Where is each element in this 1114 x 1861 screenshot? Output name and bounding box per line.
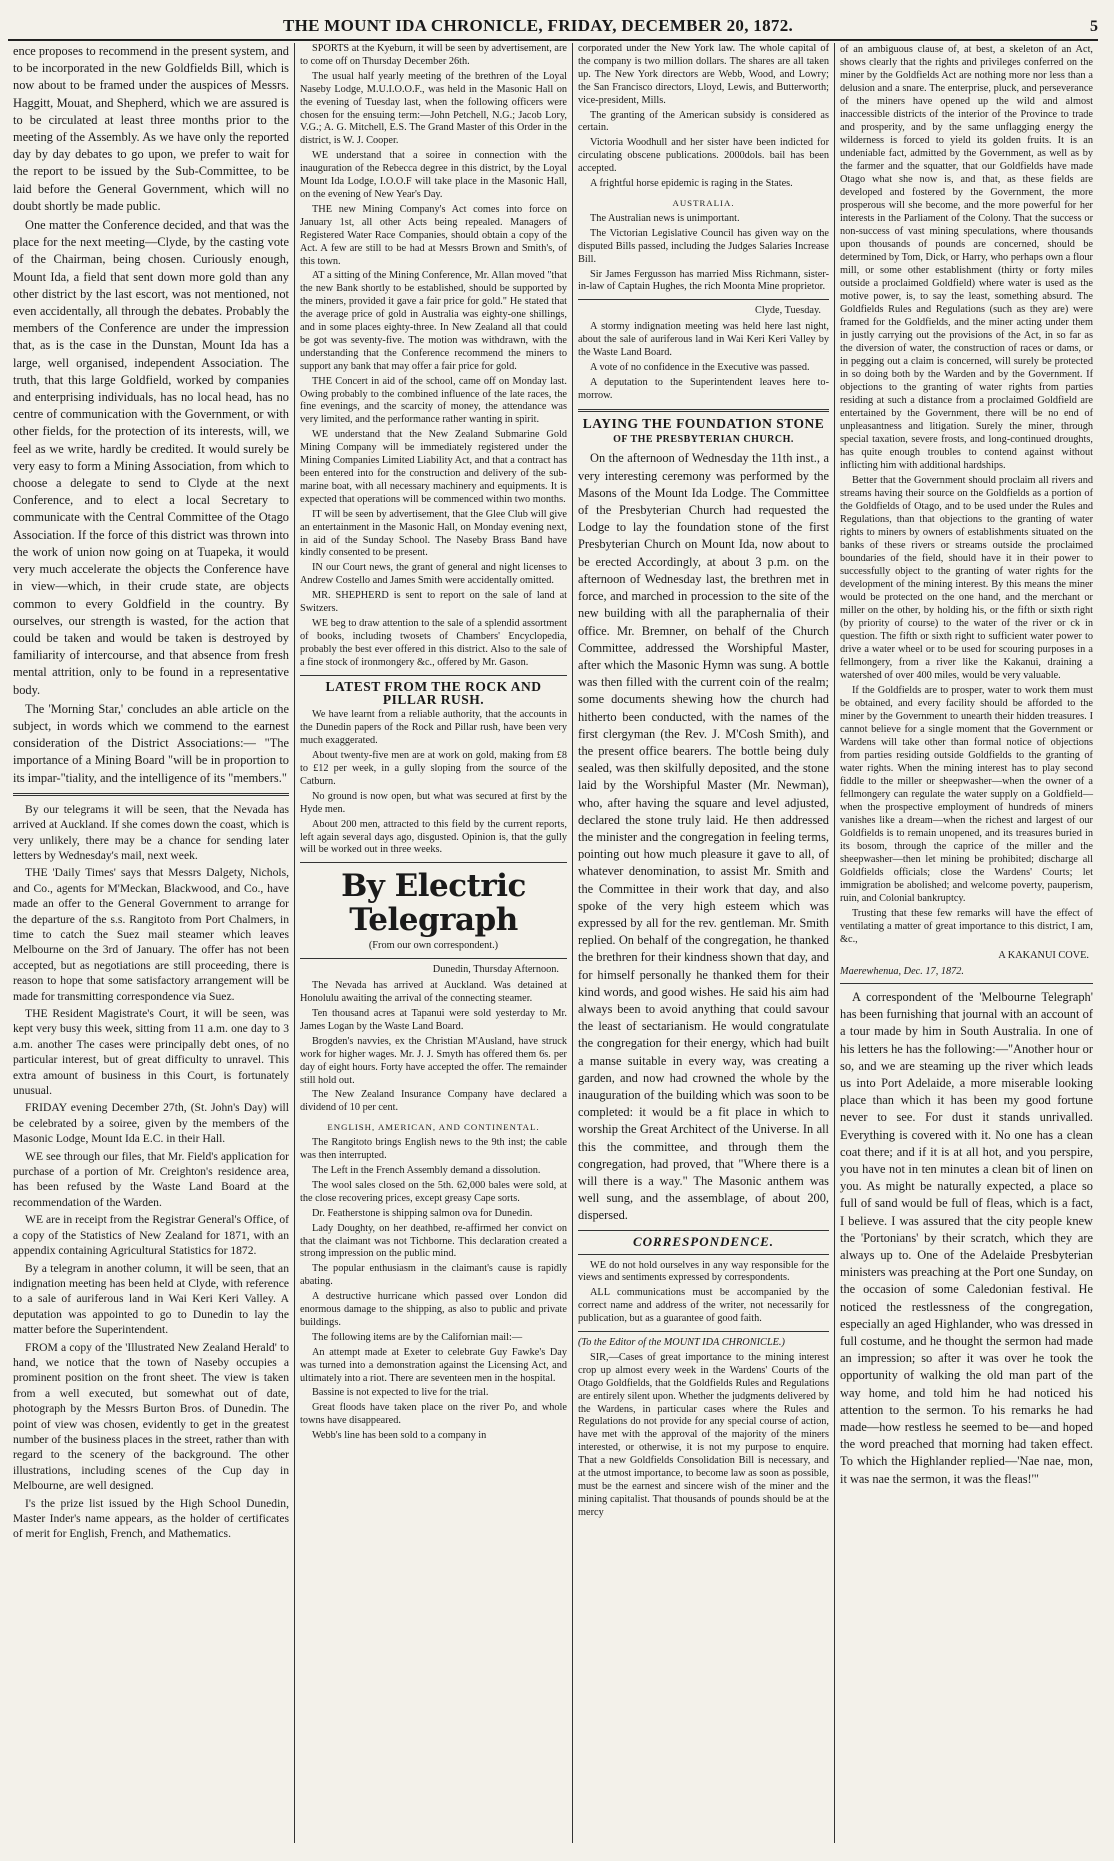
correspondence-heading: CORRESPONDENCE. (632, 1233, 775, 1249)
telegraph-item: A frightful horse epidemic is raging in the States. (590, 178, 793, 190)
news-item: By a telegram in another column, it will be seen, that an indignation meeting has been held at Clyde, with reference to a sale of auriferous land in Wai Keri Keri Valley. A deputation was appointed to go to Dunedin to lay the matter before the Superintendent. (13, 1261, 289, 1337)
rush-paragraph: About twenty-five men are at work on gold, making from £8 to £12 per week, in a gully sloping from the source of the Catburn. (300, 750, 567, 787)
letter-paragraph: Better that the Government should proclaim all rivers and streams having their source on the Goldfields as a portion of the Goldfields of Otago, and to be used under the Rules and Regulations, than that objections to the granting of water rights to miners by owners of establishments situated on the banks of these rivers or streams outside the proclaimed boundaries of the field, should have it in their power to successfully object to the granting of water rights for the development of the mining interest. By this means the miner would be protected on the one hand, and the merchant or miller on the other, by holding his, or the fifth or sixth right (by priority of course) to the water of the river or ck in question. The fifth or sixth right to sufficient water power to drive a water wheel or to be used for scouring purposes in a fellmongery, from a river like the Kakanui, draining a watershed of over 400 miles, would be very valuable. (840, 475, 1093, 681)
article-paragraph: A correspondent of the 'Melbourne Telegraph' has been furnishing that journal with an account of a tour made by him in South Australia. In one of his letters he has the following:—"Another hour or so, and we are steaming up the river which leads us into Port Adelaide, a more miserable looking place than which it has been my good fortune never to see. For dust it stands unrivalled. Everything is covered with it. No one has a clean coat there; and if it is at all hot, and you perspire, you have not in ten minutes a clean bit of linen on you. As might be naturally expected, a place so full of sand would be full of fleas, which is a fact, I believe. I was assured that the city people knew the 'Portonians' by their scratch, which they are always up to. One of the Adelaide Presbyterian ministers was preaching at the Port one Sunday, on the occasion of some Caledonian festival. He noticed the restlessness of the congregation, especially an aged Highlander, who was dressed in full costume, and he thought the sermon had made an impression; so after it was over he took the opportunity of walking the old man part of the way home, and told him he had noticed his attention to the sermon. To his remarks he had made—how restless he seemed to be—and hoped the word preached that morning had taken effect. To which the Highlander replied—'Nae nae, mon, it was nae the sermon, it was the fleas!'" (840, 990, 1093, 1486)
news-item: IT will be seen by advertisement, that the Glee Club will give an entertainment in the Masonic Hall, on Monday evening next, in aid of the Sunday School. The Naseby Brass Band have kindly consented to be present. (300, 508, 567, 559)
news-item: THE new Mining Company's Act comes into force on January 1st, all other Acts being repealed. Managers of Registered Water Race Companies, should obtain a copy of the Act. A few are still to be had at Messrs Brown and Smith's, of this town. (300, 203, 567, 267)
section-divider (300, 675, 567, 676)
news-item: AT a sitting of the Mining Conference, Mr. Allan moved "that the new Bank shortly to be established, should be supported by the miners, provided it gave a fair price for gold." He stated that the average price of gold in Australia was eighty-one shillings, and in some places eighty-three. In New Zealand all that could be got was seventy-five. The motion was withdrawn, with the understanding that the Conference recommend the miners to support any bank that may offer a fair price for gold. (300, 270, 567, 372)
telegraph-item: The Victorian Legislative Council has given way on the disputed Bills passed, including the Judges Salaries Increase Bill. (578, 227, 829, 265)
telegraph-item: The wool sales closed on the 5th. 62,000 bales were sold, at the close recovering prices, except greasy Cape sorts. (300, 1179, 567, 1204)
news-item: WE are in receipt from the Registrar General's Office, of a copy of the Statistics of New Zealand for 1871, with an appendix containing Agricultural Statistics for 1872. (13, 1213, 289, 1258)
telegraph-item: Sir James Fergusson has married Miss Richmann, sister-in-law of Captain Hughes, the rich Moonta Mine proprietor. (578, 268, 829, 293)
rush-paragraph: About 200 men, attracted to this field by the current reports, left again several days ago, disgusted. Opinion is, that the gully will be worked out in three weeks. (300, 818, 567, 856)
news-item: The usual half yearly meeting of the brethren of the Loyal Naseby Lodge, M.U.I.O.O.F., was held in the Masonic Hall on the evening of Tuesday last, when the following officers were chosen for the ensuing term:—John Petchell, N.G.; Jacob Lory, V.G.; A. G. Mitchell, E.S. The Grand Master of this Order in the district, is W. J. Cooper. (300, 70, 567, 147)
column-2 (294, 43, 572, 1843)
international-heading: ENGLISH, AMERICAN, AND CONTINENTAL. (327, 1122, 540, 1133)
telegraph-item: The granting of the American subsidy is considered as certain. (578, 109, 829, 134)
telegraph-dateline: Dunedin, Thursday Afternoon. (432, 964, 559, 976)
telegraph-item: A deputation to the Superintendent leaves here to-morrow. (578, 376, 829, 401)
news-item: WE understand that the New Zealand Submarine Gold Mining Company will be immediately registered under the Mining Companies Limited Liability Act, and that a contract has been entered into for the construction and delivery of the sub-marine boat, with all necessary machinery and equipments. It is expected that operations will be commenced within two months. (300, 429, 567, 505)
foundation-stone-article (578, 450, 829, 1224)
adelaide-article (840, 989, 1093, 1488)
telegraph-item: The New Zealand Insurance Company have declared a dividend of 10 per cent. (300, 1089, 567, 1114)
news-item: FRIDAY evening December 27th, (St. John's Day) will be celebrated by a soiree, given by the members of the Masonic Lodge, Mount Ida E.C. in their Hall. (13, 1101, 289, 1146)
telegraph-item: corporated under the New York law. The whole capital of the company is two million dollars. The shares are all taken up. The New York directors are Webb, Wood, and Lowry; the San Francisco directors, Lloyd, Lewis, and Butterworth; vice-president, Mills. (578, 43, 829, 106)
australia-heading: AUSTRALIA. (672, 197, 735, 208)
telegraph-heading: By Electric Telegraph (341, 868, 526, 939)
letter-paragraph: Trusting that these few remarks will have the effect of ventilating a matter of great importance to this district, I am, &c., (840, 908, 1093, 945)
telegraph-item: A destructive hurricane which passed over London did enormous damage to the shipping, as also to public and private buildings. (300, 1291, 567, 1328)
leader-paragraph: The 'Morning Star,' concludes an able article on the subject, in words which we commend to the earnest consideration of the District Associations:— "The importance of a Mining Board "will be in proportion to its impar-"tiality, and the intelligence of its "members." (13, 701, 289, 785)
news-item: THE 'Daily Times' says that Messrs Dalgety, Nichols, and Co., agents for M'Meckan, Blackwood, and Co., have made an offer to the General Government to arrange for the departure of the s.s. Rangitoto from Port Chalmers, in time to catch the Suez mail steamer which leaves Melbourne on the 3rd of January. The offer has not been accepted, but as negotiations are still proceeding, there is reason to hope that some satisfactory arrangement will be made for transmitting correspondence via Suez. (13, 866, 289, 1003)
telegraph-item: The popular enthusiasm in the claimant's cause is rapidly abating. (300, 1263, 567, 1288)
letter-place-date: Maerewhenua, Dec. 17, 1872. (840, 966, 965, 977)
news-item: THE Resident Magistrate's Court, it will be seen, was kept very busy this week, sitting from 11 a.m. one day to 3 a.m. another The cases were principally debt ones, of no particular interest, but of great difficulty to unravel. This extra amount of business in this Court, is fortunately unusual. (13, 1007, 289, 1098)
news-item: WE understand that a soiree in connection with the inauguration of the Rebecca degree in this district, by the Loyal Mount Ida Lodge, I.O.O.F will take place in the Masonic Hall, on the evening of New Year's Day. (300, 150, 567, 200)
telegraph-item: An attempt made at Exeter to celebrate Guy Fawke's Day was turned into a demonstration against the Licensing Act, and ultimately into a riot. There are seventeen men in the hospital. (300, 1346, 567, 1384)
section-divider (578, 409, 829, 412)
local-news (13, 802, 289, 1542)
section-divider (578, 299, 829, 300)
news-item: I's the prize list issued by the High School Dunedin, Master Inder's name appears, as the holder of certificates of merit for English, French, and Mathematics. (13, 1496, 289, 1541)
telegraph-item: The Rangitoto brings English news to the 9th inst; the cable was then interrupted. (300, 1137, 567, 1162)
foundation-stone-heading: LAYING THE FOUNDATION STONE (582, 415, 825, 431)
news-item: WE beg to draw attention to the sale of a splendid assortment of books, including twosets of Chambers' Encyclopedia, probably the best ever offered in this district. Also to the sale of a fine stock of ironmongery &c., offered by Mr. Gason. (300, 617, 567, 668)
telegraph-item: Great floods have taken place on the river Po, and whole towns have disappeared. (300, 1402, 567, 1427)
news-item: FROM a copy of the 'Illustrated New Zealand Herald' to hand, we notice that the town of Naseby occupies a prominent position on the front sheet. The view is taken from a well executed, but somewhat out of date, photograph by the Messrs Burton Bros. of Dunedin. The point of view was chosen, evidently to get in the greatest number of the business places in the street, rather than with regard to the scenery of the background. The other illustrations, including scenes of the Cup day in Melbourne, are well designed. (13, 1340, 289, 1493)
columns (8, 43, 1098, 1843)
section-divider (300, 958, 567, 959)
section-divider (300, 862, 567, 863)
telegraph-item: Lady Doughty, on her deathbed, re-affirmed her convict on that the claimant was not Tichborne. This declaration created a strong impression on the public mind. (300, 1222, 567, 1260)
section-divider (578, 1254, 829, 1255)
masthead (8, 10, 1098, 41)
telegraph-item: A stormy indignation meeting was held here last night, about the sale of auriferous land in Wai Keri Keri Valley by the Waste Land Board. (578, 321, 829, 359)
telegraph-subheading: (From our own correspondent.) (368, 940, 499, 952)
section-divider (840, 983, 1093, 984)
section-divider (578, 1331, 829, 1332)
foundation-stone-subheading: OF THE PRESBYTERIAN CHURCH. (613, 433, 794, 445)
rush-paragraph: We have learnt from a reliable authority, that the accounts in the Dunedin papers of the Rock and Pillar rush, have been very much exaggerated. (300, 709, 567, 747)
column-4 (834, 43, 1098, 1843)
column-3 (572, 43, 834, 1843)
letter-signature: A KAKANUI COVE. (998, 950, 1089, 961)
news-item: SPORTS at the Kyeburn, it will be seen by advertisement, are to come off on Thursday December 26th. (300, 43, 567, 67)
leader-paragraph: ence proposes to recommend in the present system, and to be incorporated in the new Goldfields Bill, which is now about to be framed under the auspices of Messrs. Haggitt, Mouat, and Shepherd, which we are assured is to be circulated at least three months prior to the meeting of the Assembly. As we have only the reported day by day debates to go upon, we prefer to wait for the report to be issued by the Sub-Committee, to be laid before the General Government, which will no doubt shortly be made public. (13, 44, 289, 213)
letter-paragraph: of an ambiguous clause of, at best, a skeleton of an Act, shows clearly that the rights and privileges conferred on the miner by the Goldfields Act are nothing more nor less than a delusion and a snare. The enterprise, pluck, and perseverance of the miners have opened up the wild and almost inaccessible districts of the interior of the Province to trade and prosperity, and by the same unflagging energy the wilderness is forced to yield its golden fruits. It is an undeniable fact, admitted by the Government, as well as by the farmer and the squatter, that our Goldfields have made Otago what she now is, and that, as these fields are developed and fostered by the Government, the more prosperous will she become, and the more powerful for her interests in the Parliament of the Colony. That the success or non-success of vast mining speculations, where thousands upon thousands of pounds are concerned, should be determined by Tom, Dick, or Harry, who perhaps own a flour mill, or some other establishment (thirty or forty miles outside a proclaimed Goldfield) where water is used as the motive power, is, to say the least, something absurd. The Goldfields Rules and Regulations (such as they are) were framed for the Goldfields, and the miner acting under them in justly carrying out the provisions of the Act, in so far as the diversion of water, the construction of races or dams, or in pegging out a claim is concerned, will surely be protected in so doing both by the Warden and by the Government. If objections to the granting of water rights from parties residing at such a distance from a proclaimed Goldfield are entertained by the Government, there will be no end of unpleasantness and litigation. Surely the miner, through special taxation, severe frosts, and long-continued droughts, has quite enough troubles to contend against without inflicting him with additional hardships. (840, 44, 1093, 471)
page-number: 5 (1090, 18, 1098, 35)
telegraph-item: Dr. Featherstone is shipping salmon ova for Dunedin. (312, 1207, 533, 1219)
news-item: MR. SHEPHERD is sent to report on the sale of land at Switzers. (300, 590, 567, 615)
telegraph-item: The Nevada has arrived at Auckland. Was detained at Honolulu awaiting the arrival of the connecting steamer. (300, 980, 567, 1005)
news-item: IN our Court news, the grant of general and night licenses to Andrew Costello and James Smith were accidentally omitted. (300, 562, 567, 587)
news-item: By our telegrams it will be seen, that the Nevada has arrived at Auckland. If she comes down the coast, which is very unlikely, there may be a chance for sending later letters by Wednesday's mail, next week. (13, 802, 289, 862)
telegraph-item: The Left in the French Assembly demand a dissolution. (312, 1164, 541, 1176)
section-divider (13, 793, 289, 796)
telegraph-item: The Australian news is unimportant. (590, 212, 740, 224)
clyde-dateline: Clyde, Tuesday. (755, 305, 821, 317)
telegraph-item: The following items are by the Californian mail:— (312, 1331, 523, 1343)
telegraph-item: Ten thousand acres at Tapanui were sold yesterday to Mr. James Logan by the Waste Land Board. (300, 1008, 567, 1032)
column-1 (8, 43, 294, 1843)
rush-paragraph: No ground is now open, but what was secured at first by the Hyde men. (300, 790, 567, 815)
masthead-title: THE MOUNT IDA CHRONICLE, FRIDAY, DECEMBER 20, 1872. (282, 16, 794, 35)
article-paragraph: On the afternoon of Wednesday the 11th inst., a very interesting ceremony was performed by the Masons of the Mount Ida Lodge. The Committee of the Presbyterian Church had requested the Lodge to lay the foundation stone of the first Presbyterian Church on Mount Ida, now about to be erected Accordingly, at about 3 p.m. on the afternoon of Wednesday last, the brethren met in force, and marched in procession to the site of the new building with all the paraphernalia of their office. Mr. Bremner, on behalf of the Church Committee, addressed the Worshipful Master, after which the Masonic Hymn was sung. A bottle was then filled with the current coin of the realm; some documents shewing how the church had hitherto been conducted, with the names of the first clergyman (the Rev. J. M'Cosh Smith), and the present office bearers. The bottle being duly sealed, was then skilfully deposited, and the stone laid by the Worshipful Master (Mr. Newman), who, after having the square and level adjusted, declared the stone truly laid. He then addressed the minister and the congregation in feeling terms, pointing out how much pleasure it gave to all, of whatever denomination, to assist Mr. Smith and the Committee in their work that day, and also spoke of the very high esteem which was expressed by all for the rev. gentleman. Mr. Smith replied. On behalf of the congregation, he thanked the brethren for their kindness shown that day, and for himself personally he thanked them for their kind words, and good wishes. He said his aim had always been to avoid anything that could savour the least of sectarianism. He would congratulate the congregation for their energy, which had built a manse suitable in every way, was creating a garden, and now had crowned the whole by the inauguration of the building which was soon to be completed: it would be a fit place in which to worship the Great Architect of the Universe. In all this the committee, and through them the congregation, had proved, that "Where there is a will there is a way." The Masonic anthem was well sung, and the assemblage, of about 200, dispersed. (578, 451, 829, 1223)
telegraph-item: Bassine is not expected to live for the trial. (312, 1387, 489, 1399)
correspondence-notice: WE do not hold ourselves in any way responsible for the views and sentiments expressed by correspondents. (578, 1259, 829, 1284)
news-item: WE see through our files, that Mr. Field's application for purchase of a portion of Mr. Creighton's residence area, has been refused by the Waste Land Board at the recommendation of the Warden. (13, 1149, 289, 1209)
news-item: THE Concert in aid of the school, came off on Monday last. Owing probably to the combined influence of the late races, the fine evenings, and the scarcity of money, the attendance was very limited, and the performance rather wanting in spirit. (300, 375, 567, 426)
letter-paragraph: If the Goldfields are to prosper, water to work them must be obtained, and every facility should be afforded to the miner by the Government to unearth their hidden treasures. I cannot believe for a single moment that the Government or Wardens will take other than formal notice of objections from parties residing outside Goldfields to the granting of water rights. When the mining interest has to play second fiddle to the miller or sheepwasher—when the owner of a fellmongery can regulate the water supply on a Goldfield—when the prospective employment of hundreds of miners vanishes like a dream—when the richest and largest of our Goldfields is to remain unopened, and its treasures buried in its bosom, through the caprice of the miller and the sheepwasher—then let mining be prohibited; discharge all Goldfields officials; close the Wardens' Courts; let immigration be abolished; and welcome poverty, pauperism, ruin, and Colonial bankruptcy. (840, 685, 1093, 904)
telegraph-item: Webb's line has been sold to a company in (312, 1430, 487, 1442)
leader-article (13, 43, 289, 787)
rush-heading: LATEST FROM THE ROCK AND PILLAR RUSH. (325, 678, 542, 707)
leader-paragraph: One matter the Conference decided, and that was the place for the next meeting—Clyde, by the casting vote of the Chairman, being chosen. Curiously enough, Mount Ida, a field that sent down more gold than any other district by the last escort, was not mentioned, not even accidentally, all through the debates. Probably the members of the Conference are under the impression that, as is the case in the Dunstan, Mount Ida has a large, well organised, independent Association. The truth, that this large Goldfield, worked by companies and enterprising individuals, has no local head, has no centre of communication with the Government, or with other fields, for the protection of its interests, will, we feel as we write, hardly be credited. It would surely be very easy to form a Mining Association, from which to choose a delegate to send to Clyde at the next Conference, and to elect a local Secretary to communicate with the Central Committee of the Otago Association. If the force of this district was thrown into the work of union now going on at Tuapeka, it would very much accelerate the objects the Conference have in view—which, in their crude state, are objects common to every Goldfield in the country. By ourselves, our strength is wasted, for the action that could be taken and would be taken is destroyed by familiarity of intercourse, and that absence from fresh mental attrition, only to be found in a representative body. (13, 218, 289, 697)
letter-paragraph: SIR,—Cases of great importance to the mining interest crop up almost every week in the Wardens' Courts of the Otago Goldfields, that the Goldfields Rules and Regulations are entirely silent upon. Whether the judgments delivered by the Wardens, in particular cases where the Rules and Regulations do not provide for any special course of action, have met with the approval of the majority of the miners interested, or otherwise, it is not my purpose to enquire. That a new Goldfields Consolidation Bill is necessary, and at the utmost importance, to become law as soon as possible, must be the earnest and sincere wish of the miner and the mining capitalist. That thousands of pounds should be at the mercy (578, 1351, 829, 1518)
telegraph-item: Victoria Woodhull and her sister have been indicted for circulating obscene publications. 2000dols. bail has been accepted. (578, 137, 829, 175)
telegraph-item: Brogden's navvies, ex the Christian M'Ausland, have struck work for higher wages. Mr. J. J. Smyth has offered them 6s. per day of eight hours. Forty have accepted the offer. The remainder still hold out. (300, 1035, 567, 1086)
section-divider (578, 1230, 829, 1231)
telegraph-item: A vote of no confidence in the Executive was passed. (590, 361, 810, 373)
to-editor-line: (To the Editor of the MOUNT IDA CHRONICLE.) (578, 1337, 785, 1349)
correspondence-notice: ALL communications must be accompanied by the correct name and address of the writer, not necessarily for publication, but as a guarantee of good faith. (578, 1287, 829, 1325)
